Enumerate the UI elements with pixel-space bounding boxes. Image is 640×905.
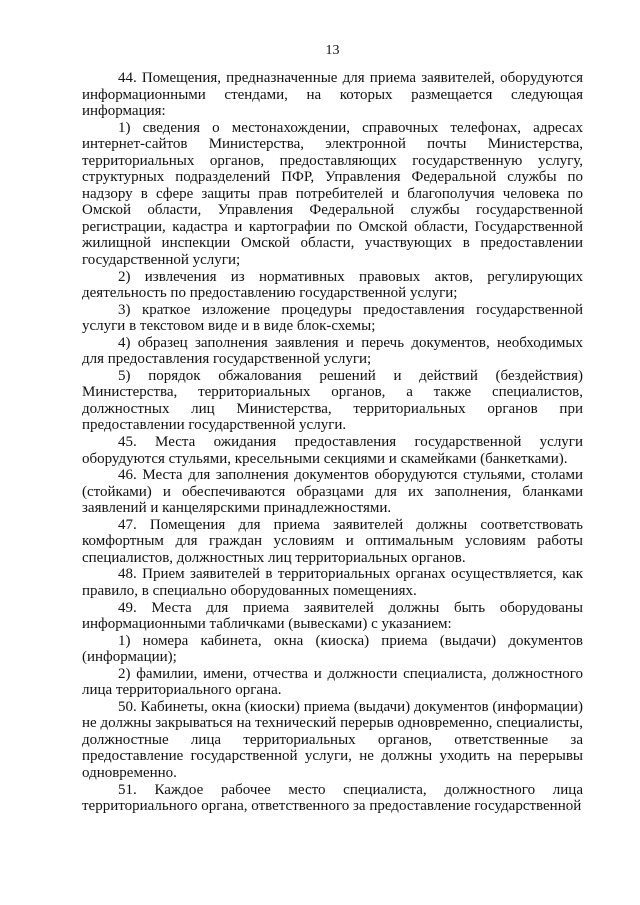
- list-item-5-appeal-procedure: 5) порядок обжалования решений и действий (бездействия) Министерства, территориальных органов, а также специалистов, должностных лиц Министерства, территориальных органов при предоставлении государственной услуги.: [82, 367, 583, 434]
- paragraph-48: 48. Прием заявителей в территориальных органах осуществляется, как правило, в специально оборудованных помещениях.: [82, 566, 583, 599]
- paragraph-47: 47. Помещения для приема заявителей должны соответствовать комфортным для граждан условиям и оптимальным условиям работы специалистов, должностных лиц территориальных органов.: [82, 516, 583, 566]
- list-item-1-office-number: 1) номера кабинета, окна (киоска) приема (выдачи) документов (информации);: [82, 632, 583, 666]
- list-item-4-application-sample: 4) образец заполнения заявления и перечь документов, необходимых для предоставления государственной услуги;: [82, 334, 583, 368]
- paragraph-46: 46. Места для заполнения документов оборудуются стульями, столами (стойками) и обеспечиваются образцами для их заполнения, бланками заявлений и канцелярскими принадлежностями.: [82, 467, 583, 517]
- paragraph-50: 50. Кабинеты, окна (киоски) приема (выдачи) документов (информации) не должны закрываться на технический перерыв одновременно, специалисты, должностные лица территориальных органов, ответственные за предоставление государственной услуги, не должны уходить на перерывы одновременно.: [82, 698, 583, 781]
- paragraph-49: 49. Места для приема заявителей должны быть оборудованы информационными табличками (вывесками) с указанием:: [82, 599, 583, 633]
- paragraph-45: 45. Места ожидания предоставления государственной услуги оборудуются стульями, кресельными секциями и скамейками (банкетками).: [82, 434, 583, 467]
- list-item-2-legal-extracts: 2) извлечения из нормативных правовых актов, регулирующих деятельность по предоставлению государственной услуги;: [82, 268, 583, 302]
- list-item-2-specialist-name: 2) фамилии, имени, отчества и должности специалиста, должностного лица территориального органа.: [82, 665, 583, 699]
- list-item-3-procedure-summary: 3) краткое изложение процедуры предоставления государственной услуги в текстовом виде и в виде блок-схемы;: [82, 301, 583, 335]
- list-item-1-information: 1) сведения о местонахождении, справочных телефонах, адресах интернет-сайтов Министерства, электронной почты Министерства, территориальных органов, предоставляющих государственную услугу, структурных подразделений ПФР, Управления Федеральной службы по надзору в сфере защиты прав потребителей и благополучия человека по Омской области, Управления Федеральной службы государственной регистрации, кадастра и картографии по Омской области, Государственной жилищной инспекции Омской области, участвующих в предоставлении государственной услуги;: [82, 119, 583, 269]
- paragraph-51: 51. Каждое рабочее место специалиста, должностного лица территориального органа, ответственного за предоставление государственной: [82, 781, 583, 815]
- page-number: 13: [325, 43, 340, 58]
- paragraph-44: 44. Помещения, предназначенные для приема заявителей, оборудуются информационными стендами, на которых размещается следующая информация:: [82, 70, 583, 120]
